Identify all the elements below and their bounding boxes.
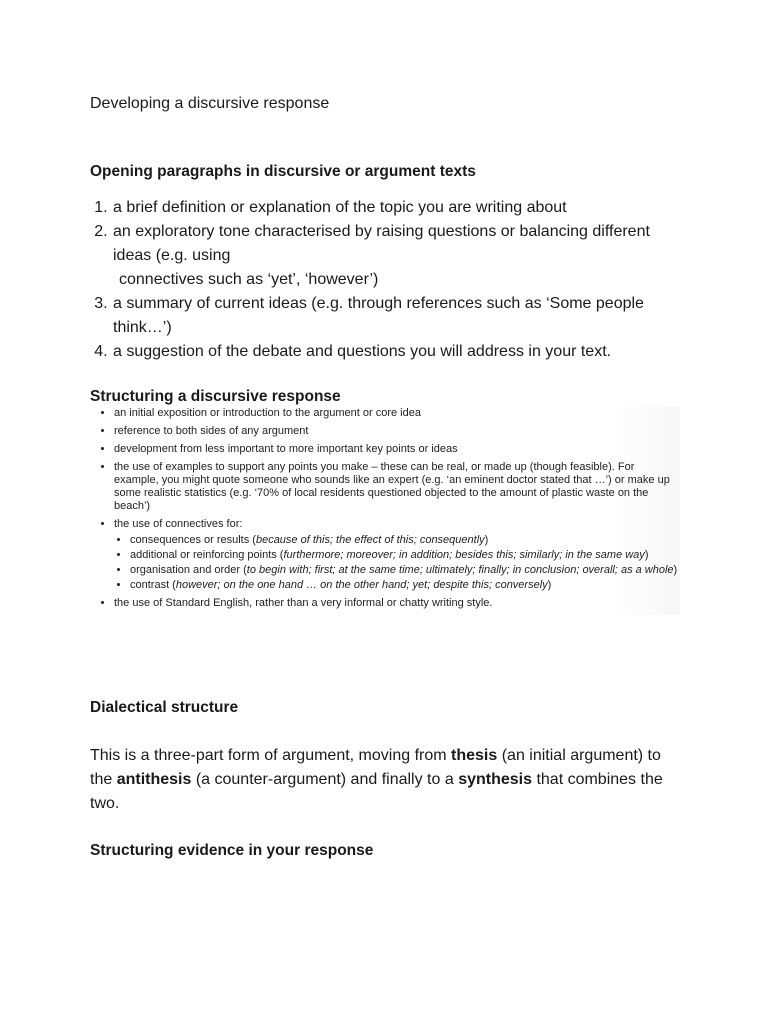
list-item: 2. an exploratory tone characterised by raising questions or balancing different ideas (e.g. using connectives such as ‘yet’, ‘however’) <box>112 220 687 292</box>
list-item: • organisation and order (to begin with; first; at the same time; ultimately; finally; in conclusion; overall; as a whole) <box>130 564 680 577</box>
evidence-heading: Structuring evidence in your response <box>90 842 374 859</box>
list-item: • contrast (however; on the one hand … on the other hand; yet; despite this; conversely) <box>130 579 680 592</box>
document-title: Developing a discursive response <box>90 95 330 112</box>
connectives-list <box>114 534 680 592</box>
structuring-image <box>90 407 680 615</box>
opening-heading: Opening paragraphs in discursive or argument texts <box>90 163 476 180</box>
list-item: 1. a brief definition or explanation of the topic you are writing about <box>112 196 687 220</box>
list-item: • the use of examples to support any points you make – these can be real, or made up (though feasible). For example, you might quote someone who sounds like an expert (e.g. ‘an eminent doctor stated that …’) or make up some realistic statistics (e.g. ‘70% of local residents questioned objected to the amount of plastic waste on the beach’) <box>114 461 680 513</box>
opening-list <box>90 196 687 364</box>
structuring-heading: Structuring a discursive response <box>90 388 341 405</box>
list-item: • the use of Standard English, rather than a very informal or chatty writing style. <box>114 597 680 610</box>
list-item: • an initial exposition or introduction to the argument or core idea <box>114 407 680 420</box>
list-item-continuation: connectives such as ‘yet’, ‘however’) <box>119 271 379 288</box>
list-item: • the use of connectives for: • consequences or results (because of this; the effect of this; consequently) • additional or reinforcing points (furthermore; moreover; in addition; besides this; similarly; in the same way) • organisation and order (to begin with; first; at the same time; ultimately; finally; in conclusion; overall; as a whole) • contrast (however; on the one hand … on the other hand; yet; despite this; conversely) <box>114 518 680 592</box>
thesis-term: thesis <box>451 747 498 764</box>
synthesis-term: synthesis <box>458 771 532 788</box>
list-item: • development from less important to more important key points or ideas <box>114 443 680 456</box>
list-item: • additional or reinforcing points (furthermore; moreover; in addition; besides this; similarly; in the same way) <box>130 549 680 562</box>
dialectical-paragraph: This is a three-part form of argument, moving from thesis (an initial argument) to the antithesis (a counter-argument) and finally to a synthesis that combines the two. <box>90 747 663 812</box>
list-item: 4. a suggestion of the debate and questions you will address in your text. <box>112 340 687 364</box>
structuring-list <box>90 407 680 610</box>
list-item: 3. a summary of current ideas (e.g. through references such as ‘Some people think…’) <box>112 292 687 340</box>
list-item: • reference to both sides of any argument <box>114 425 680 438</box>
list-item: • consequences or results (because of this; the effect of this; consequently) <box>130 534 680 547</box>
dialectical-heading: Dialectical structure <box>90 699 239 716</box>
antithesis-term: antithesis <box>116 771 192 788</box>
